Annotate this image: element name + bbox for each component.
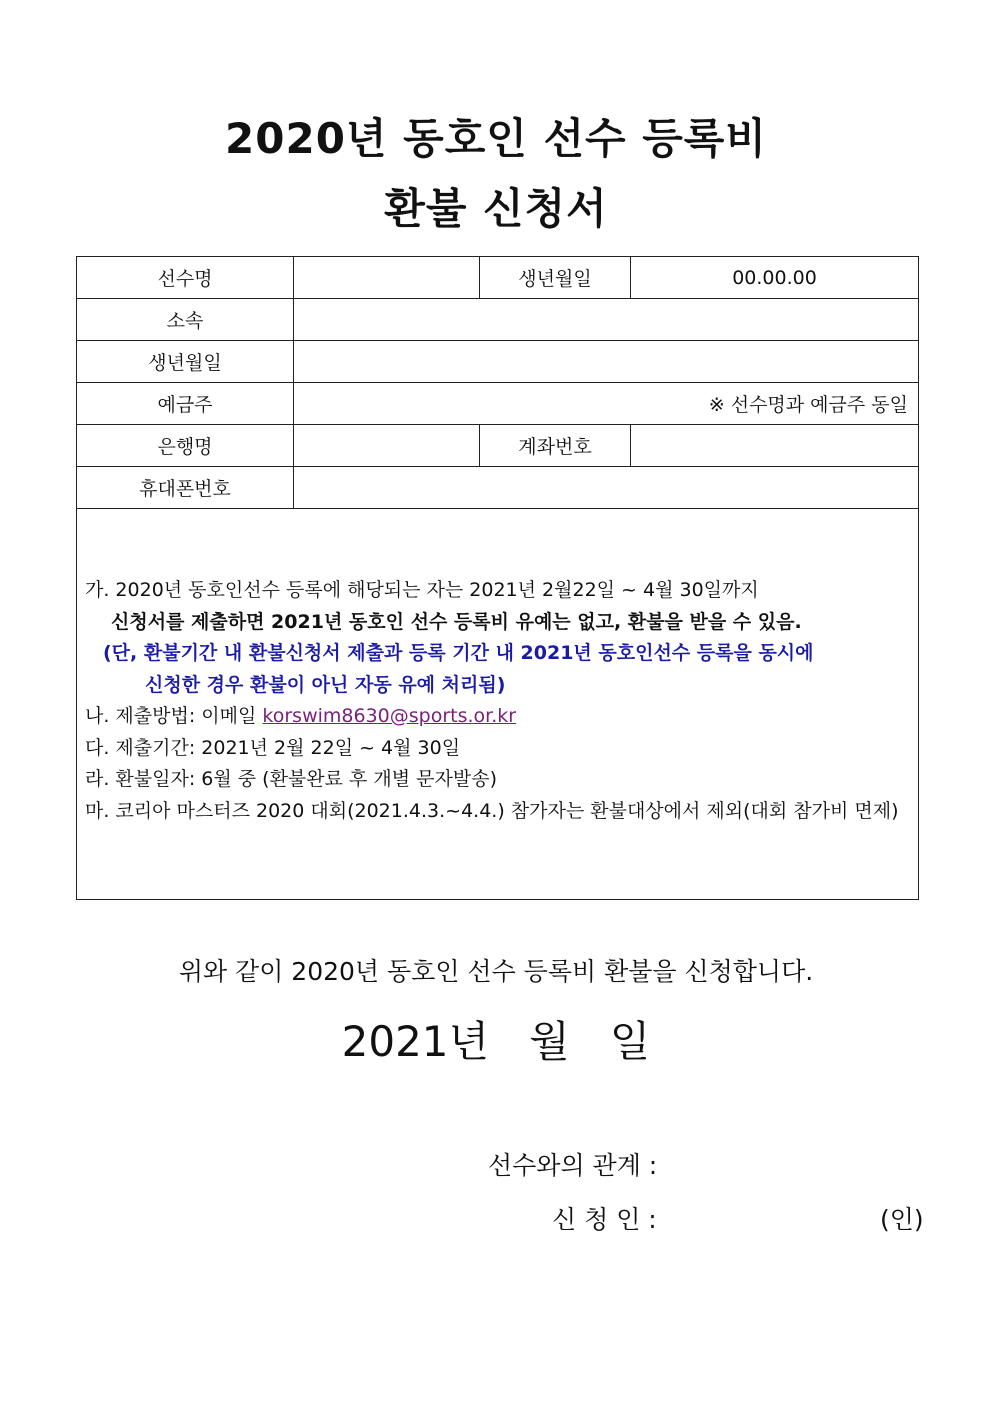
- note-ga-blue-2: 신청한 경우 환불이 아닌 자동 유예 처리됨): [145, 673, 506, 696]
- row-account-holder: [77, 383, 919, 425]
- row-bank: [77, 425, 919, 467]
- application-date: 2021년 월 일: [341, 1017, 651, 1066]
- notes-cell: [77, 509, 919, 900]
- account-number-label: 계좌번호: [480, 425, 631, 467]
- bank-label: 은행명: [77, 425, 294, 467]
- affiliation-field[interactable]: [294, 299, 919, 341]
- note-ra: 라. 환불일자: 6월 중 (환불완료 후 개별 문자발송): [85, 768, 498, 790]
- applicant-label: 신 청 인 :: [552, 1205, 657, 1234]
- note-na-prefix: 나. 제출방법: 이메일: [85, 705, 263, 727]
- player-name-label: 선수명: [77, 257, 294, 299]
- note-na: [85, 701, 912, 733]
- row-affiliation: [77, 299, 919, 341]
- player-name-field[interactable]: [294, 257, 480, 299]
- affiliation-label: 소속: [77, 299, 294, 341]
- relation-label: 선수와의 관계 :: [488, 1151, 658, 1180]
- birth-short-field[interactable]: 00.00.00: [631, 257, 919, 299]
- row-birth: [77, 341, 919, 383]
- birth-field[interactable]: [294, 341, 919, 383]
- birth-label: 생년월일: [77, 341, 294, 383]
- note-da: 다. 제출기간: 2021년 2월 22일 ~ 4월 30일: [85, 736, 461, 759]
- bank-field[interactable]: [294, 425, 480, 467]
- phone-field[interactable]: [294, 467, 919, 509]
- application-statement: 위와 같이 2020년 동호인 선수 등록비 환불을 신청합니다.: [178, 957, 814, 986]
- document-title-line1: 2020년 동호인 선수 등록비: [225, 114, 767, 163]
- note-ma: 마. 코리아 마스터즈 2020 대회(2021.4.3.~4.4.) 참가자는 환불대상에서 제외(대회 참가비 면제): [85, 799, 899, 822]
- phone-label: 휴대폰번호: [77, 467, 294, 509]
- account-holder-label: 예금주: [77, 383, 294, 425]
- email-link[interactable]: korswim8630@sports.or.kr: [262, 705, 517, 727]
- row-notes: [77, 509, 919, 900]
- note-ga: 가. 2020년 동호인선수 등록에 해당되는 자는 2021년 2월22일 ~ 4월 30일까지: [85, 579, 759, 601]
- note-ga-bold: 신청서를 제출하면 2021년 동호인 선수 등록비 유예는 없고, 환불을 받을 수 있음.: [111, 610, 802, 633]
- birth-short-label: 생년월일: [480, 257, 631, 299]
- refund-form-table: [76, 256, 919, 900]
- account-holder-field[interactable]: ※ 선수명과 예금주 동일: [294, 383, 919, 425]
- seal-mark: (인): [880, 1205, 924, 1234]
- document-title-line2: 환불 신청서: [384, 184, 608, 233]
- note-ga-blue-1: (단, 환불기간 내 환불신청서 제출과 등록 기간 내 2021년 동호인선수 등록을 동시에: [103, 642, 814, 664]
- row-phone: [77, 467, 919, 509]
- account-number-field[interactable]: [631, 425, 919, 467]
- row-player-name: [77, 257, 919, 299]
